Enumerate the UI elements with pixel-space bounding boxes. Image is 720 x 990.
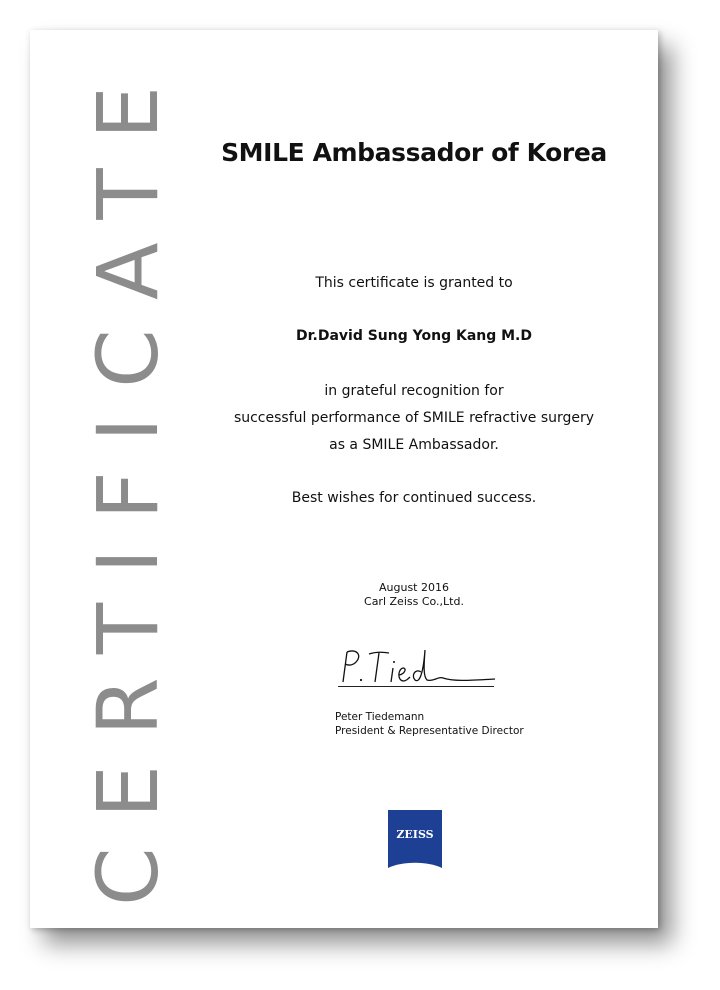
recognition-line-2: successful performance of SMILE refractive surgery xyxy=(233,410,595,426)
certificate-vertical-word xyxy=(79,70,177,920)
recognition-line-3: as a SMILE Ambassador. xyxy=(329,437,499,453)
signer-name: Peter Tiedemann xyxy=(335,711,425,723)
certificate-title: SMILE Ambassador of Korea xyxy=(221,138,607,167)
zeiss-logo-icon xyxy=(388,810,442,868)
vertical-word-text: CERTIFICATE xyxy=(79,86,177,906)
issuing-company: Carl Zeiss Co.,Ltd. xyxy=(364,595,464,608)
wishes-text: Best wishes for continued success. xyxy=(291,490,537,506)
signer-title: President & Representative Director xyxy=(335,725,524,737)
svg-text:ZEISS: ZEISS xyxy=(396,828,434,841)
recognition-text xyxy=(200,378,628,459)
granted-to-text: This certificate is granted to xyxy=(315,275,513,291)
recognition-line-1: in grateful recognition for xyxy=(324,383,504,399)
issue-info xyxy=(200,581,628,609)
signature-line xyxy=(338,686,494,687)
recipient-name: Dr.David Sung Yong Kang M.D xyxy=(295,328,532,344)
signer-block xyxy=(335,710,524,738)
signature-icon xyxy=(335,642,500,688)
certificate-page xyxy=(30,30,658,928)
issue-date: August 2016 xyxy=(379,581,449,594)
